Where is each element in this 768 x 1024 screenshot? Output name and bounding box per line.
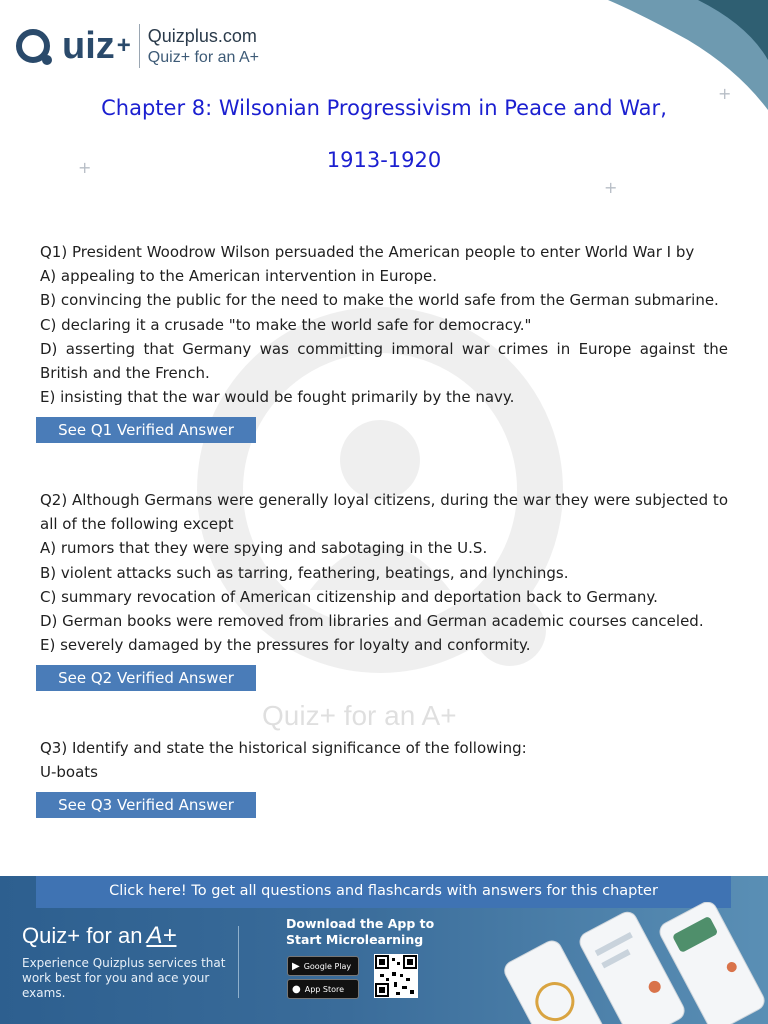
logo-divider xyxy=(139,24,140,68)
site-name: Quizplus.com xyxy=(147,25,257,46)
answer-option: E) insisting that the war would be fought primarily by the navy. xyxy=(40,388,515,407)
see-q3-answer-button[interactable]: See Q3 Verified Answer xyxy=(36,792,256,818)
answer-option: D) German books were removed from libraries and German academic courses canceled. xyxy=(40,612,704,631)
site-tagline: Quiz+ for an A+ xyxy=(147,48,259,66)
question-text: Q2) Although Germans were generally loyal citizens, during the war they were subjected to all of the following except xyxy=(40,491,728,534)
answer-option: A) appealing to the American intervention in Europe. xyxy=(40,267,438,286)
plus-decoration-icon: + xyxy=(718,84,732,103)
corner-decoration xyxy=(548,0,768,110)
footer-brand xyxy=(22,922,176,950)
footer-divider xyxy=(238,926,239,998)
answer-option: C) summary revocation of American citizenship and deportation back to Germany. xyxy=(40,587,658,606)
answer-option: D) asserting that Germany was committing immoral war crimes in Europe against the British and the French. xyxy=(40,339,728,383)
answer-option: E) severely damaged by the pressures for loyalty and conformity. xyxy=(40,636,531,655)
question-2 xyxy=(40,488,728,691)
answer-option: B) convincing the public for the need to make the world safe from the German submarine. xyxy=(40,291,719,310)
question-text: Q1) President Woodrow Wilson persuaded the American people to enter World War I by xyxy=(40,243,695,261)
chapter-title-line1: Chapter 8: Wilsonian Progressivism in Peace and War, xyxy=(101,96,667,120)
chapter-title-line2: 1913-1920 xyxy=(326,148,442,172)
download-line-1: Download the App to xyxy=(286,916,435,931)
download-heading xyxy=(286,916,434,948)
watermark-text: Quiz+ for an A+ xyxy=(262,700,457,731)
question-3 xyxy=(40,736,728,818)
question-1 xyxy=(40,240,728,443)
app-store-label: App Store xyxy=(304,984,345,994)
answer-option: A) rumors that they were spying and sabotaging in the U.S. xyxy=(40,539,488,558)
question-term: U-boats xyxy=(40,763,98,782)
get-all-questions-link[interactable]: Click here! To get all questions and flashcards with answers for this chapter xyxy=(36,876,731,908)
footer-subtext: Experience Quizplus services that work best for you and ace your exams. xyxy=(22,956,226,1000)
app-store-button[interactable] xyxy=(287,979,359,999)
footer-brand-aplus: A+ xyxy=(146,922,177,949)
download-line-2: Start Microlearning xyxy=(286,932,424,947)
footer-brand-text: Quiz+ for an xyxy=(22,923,143,948)
question-text: Q3) Identify and state the historical significance of the following: xyxy=(40,739,527,757)
see-q1-answer-button[interactable]: See Q1 Verified Answer xyxy=(36,417,256,443)
qr-code-icon[interactable] xyxy=(374,954,418,998)
apple-icon: ● xyxy=(292,983,301,995)
logo-wordmark: uiz + xyxy=(16,27,131,65)
quizplus-logo[interactable] xyxy=(16,24,259,68)
plus-decoration-icon: + xyxy=(78,158,92,177)
footer-promo xyxy=(0,876,768,1024)
app-phones-illustration xyxy=(500,902,768,1024)
google-play-label: Google Play xyxy=(303,961,352,971)
logo-q-icon xyxy=(16,29,50,63)
plus-decoration-icon: + xyxy=(604,178,618,197)
play-store-icon: ▶ xyxy=(292,960,300,972)
answer-option: C) declaring it a crusade "to make the world safe for democracy." xyxy=(40,315,532,334)
answer-option: B) violent attacks such as tarring, feathering, beatings, and lynchings. xyxy=(40,563,569,582)
see-q2-answer-button[interactable]: See Q2 Verified Answer xyxy=(36,665,256,691)
google-play-button[interactable] xyxy=(287,956,359,976)
